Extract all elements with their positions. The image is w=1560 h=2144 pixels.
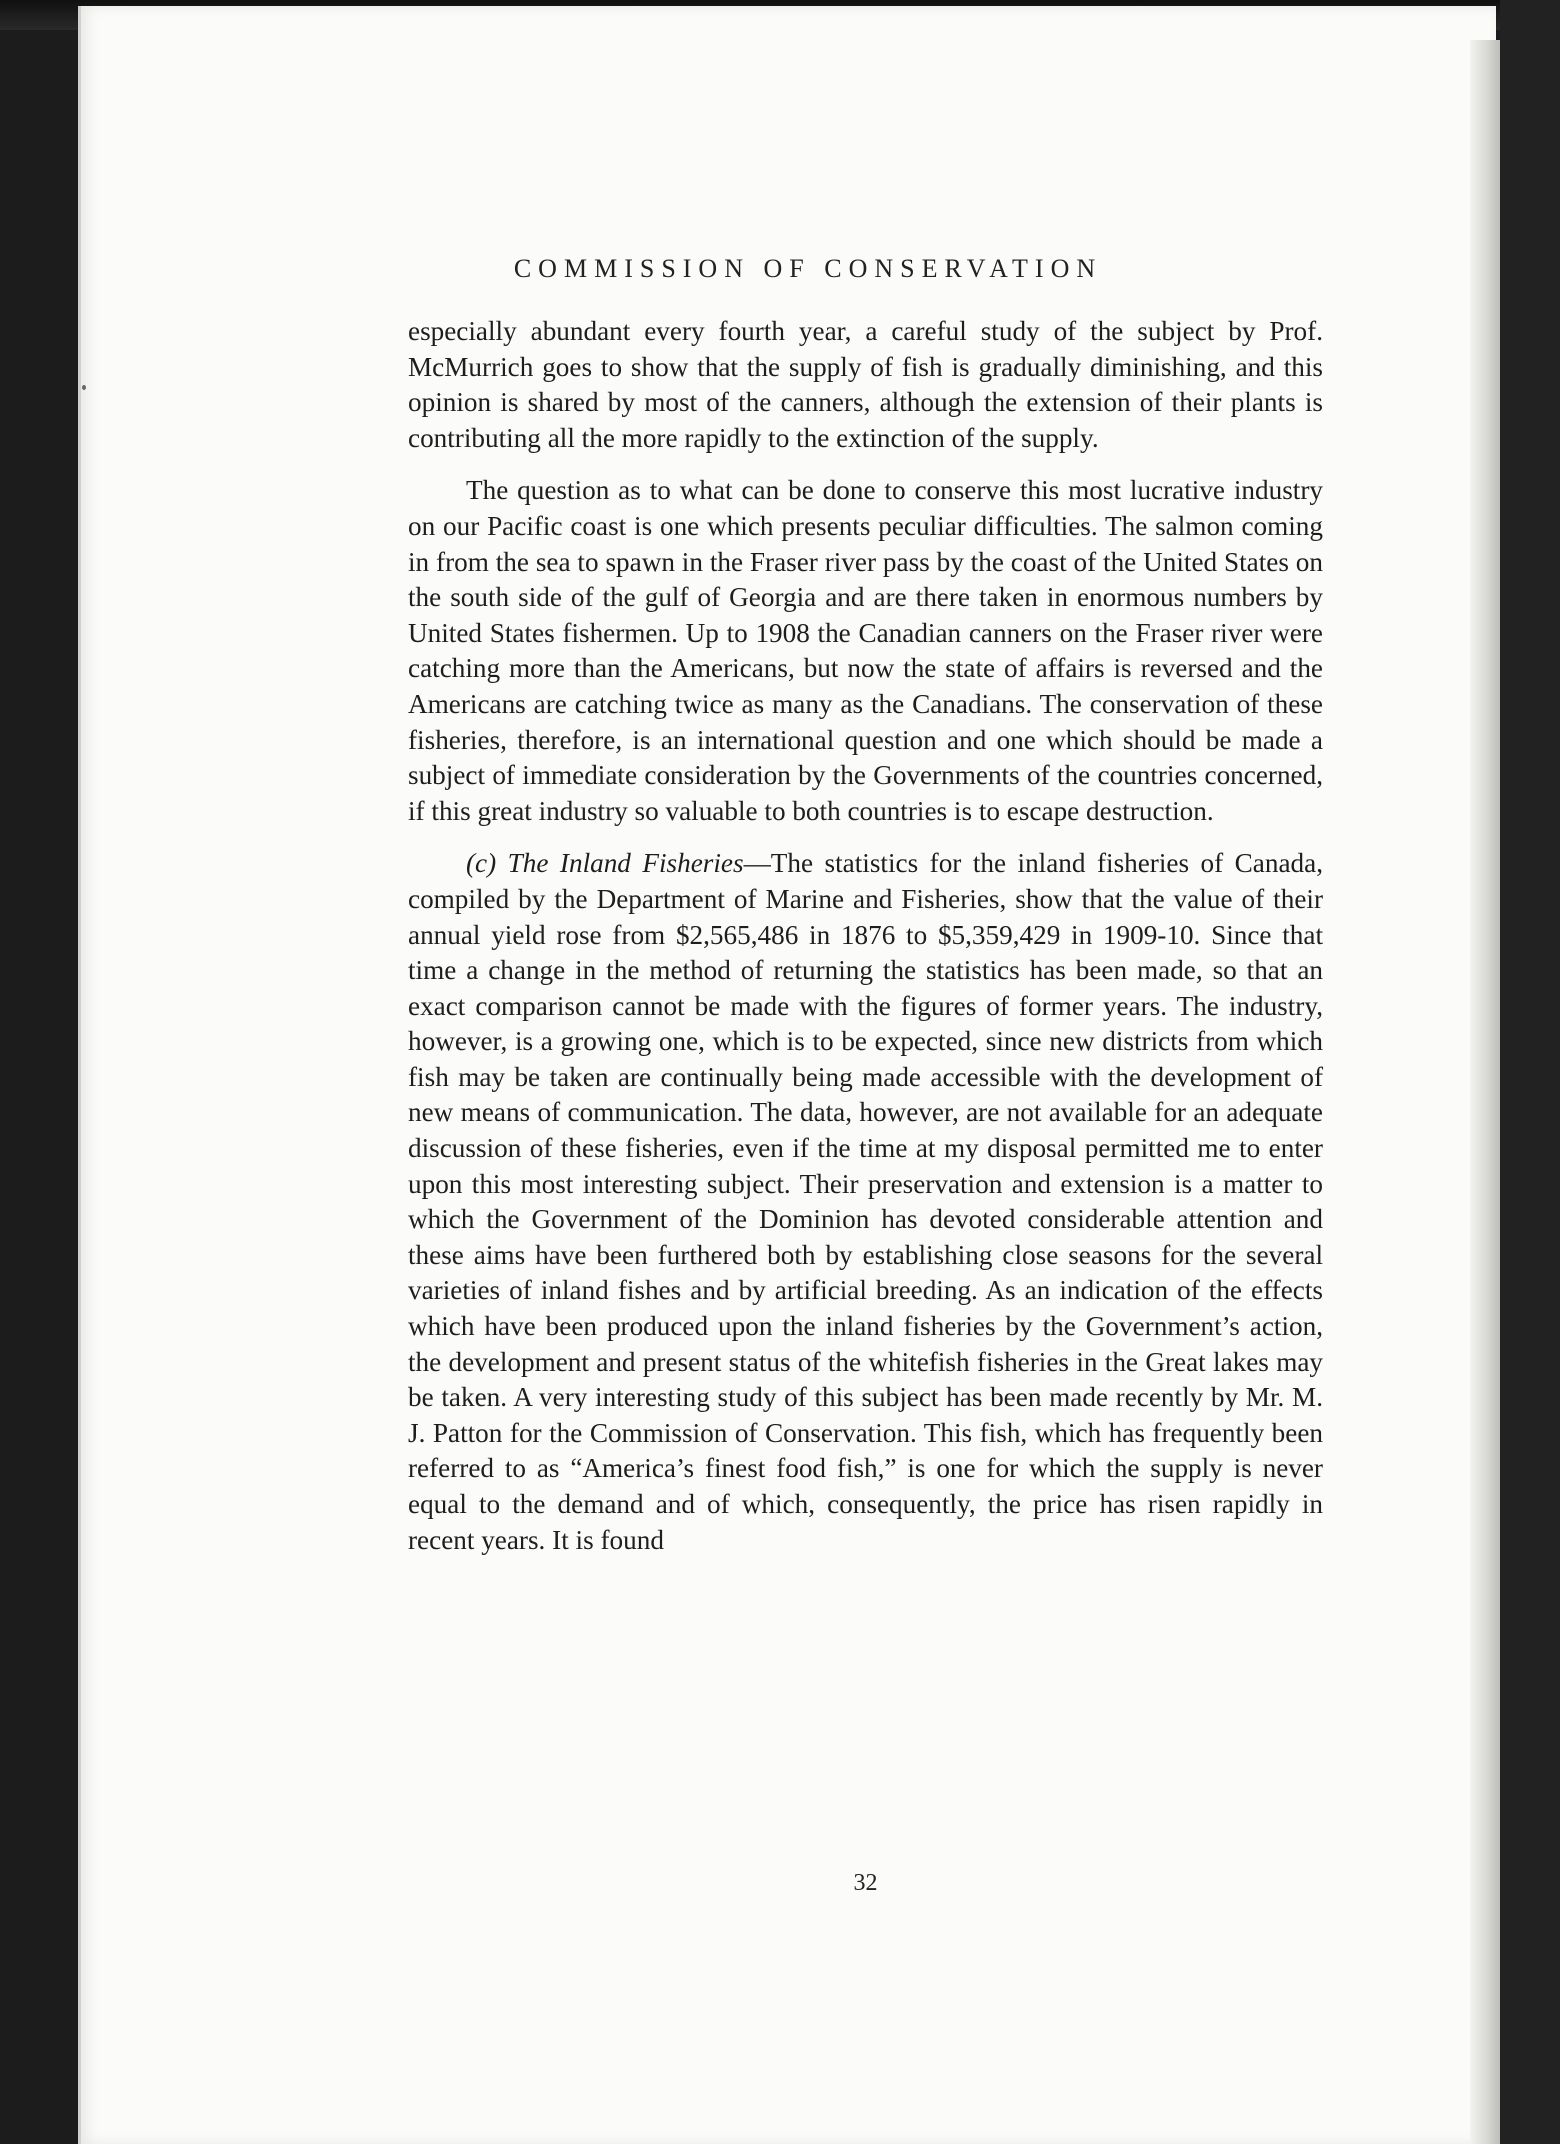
paragraph-3	[408, 846, 1323, 1558]
page-number: 32	[853, 1870, 878, 1896]
running-head: COMMISSION OF CONSERVATION	[513, 254, 1103, 283]
body-text	[408, 314, 1323, 1575]
paragraph-3-text: —The statistics for the inland fisheries of Canada, compiled by the Department of Marine and Fisheries, show that the value of their annual yield rose from $2,565,486 in 1876 to $5,359,429 in 1909-10. Since that time a change in the method of returning the statistics has been made, so that an exact comparison cannot be made with the figures of former years. The industry, however, is a growing one, which is to be expected, since new districts from which fish may be taken are continually being made accessible with the development of new means of communication. The data, however, are not available for an adequate discussion of these fisheries, even if the time at my disposal permitted me to enter upon this most interesting subject. Their preservation and extension is a matter to which the Government of the Dominion has devoted considerable attention and these aims have been furthered both by establishing close seasons for the several varieties of inland fishes and by artificial breeding. As an indication of the effects which have been produced upon the inland fisheries by the Government’s action, the development and present status of the whitefish fisheries in the Great lakes may be taken. A very interesting study of this subject has been made recently by Mr. M. J. Patton for the Commission of Conservation. This fish, which has frequently been referred to as “America’s finest food fish,” is one for which the supply is never equal to the demand and of which, consequently, the price has risen rapidly in recent years. It is found	[408, 848, 1323, 1555]
page-gutter-shadow	[1470, 40, 1500, 2144]
paragraph-1: especially abundant every fourth year, a careful study of the subject by Prof. McMurrich goes to show that the supply of fish is gradually diminishing, and this opinion is shared by most of the canners, although the extension of their plants is contributing all the more rapidly to the extinction of the supply.	[408, 316, 1323, 453]
paragraph-2: The question as to what can be done to conserve this most lucrative industry on our Pacific coast is one which presents peculiar difficulties. The salmon coming in from the sea to spawn in the Fraser river pass by the coast of the United States on the south side of the gulf of Georgia and are there taken in enormous numbers by United States fishermen. Up to 1908 the Canadian canners on the Fraser river were catching more than the Americans, but now the state of affairs is reversed and the Americans are catching twice as many as the Canadians. The conservation of these fisheries, therefore, is an international question and one which should be made a subject of immediate consideration by the Governments of the countries concerned, if this great industry so valuable to both countries is to escape destruction.	[408, 475, 1323, 826]
section-heading-inland-fisheries: (c) The Inland Fisheries	[466, 848, 744, 879]
scan-right-border	[1500, 0, 1560, 2144]
scan-speck	[82, 385, 86, 390]
